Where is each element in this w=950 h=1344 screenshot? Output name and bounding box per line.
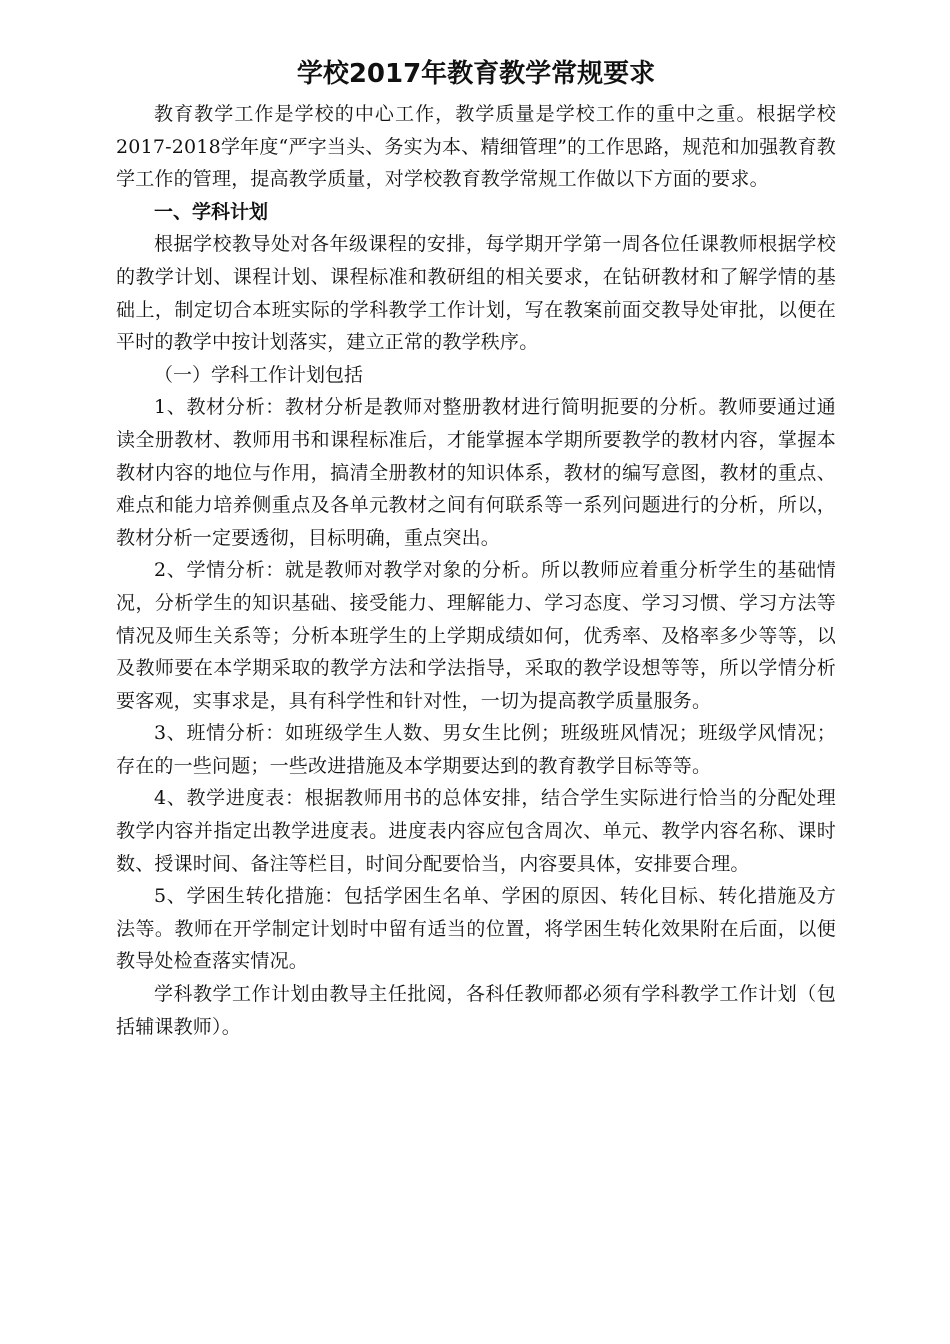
item-class-analysis: 3、班情分析：如班级学生人数、男女生比例；班级班风情况；班级学风情况；存在的一些问题；一些改进措施及本学期要达到的教育教学目标等等。 <box>116 722 836 777</box>
item-textbook-analysis: 1、教材分析：教材分析是教师对整册教材进行简明扼要的分析。教师要通过通读全册教材、教师用书和课程标准后，才能掌握本学期所要教学的教材内容，掌握本教材内容的地位与作用，搞清全册教材的知识体系，教材的编写意图，教材的重点、难点和能力培养侧重点及各单元教材之间有何联系等一系列问题进行的分析，所以，教材分析一定要透彻，目标明确，重点突出。 <box>116 396 836 549</box>
document-title: 学校2017年教育教学常规要求 <box>296 59 656 89</box>
item-struggling-students: 5、学困生转化措施：包括学困生名单、学困的原因、转化目标、转化措施及方法等。教师在开学制定计划时中留有适当的位置，将学困生转化效果附在后面，以便教导处检查落实情况。 <box>116 885 836 973</box>
section-heading-subject-plan: 一、学科计划 <box>154 200 269 223</box>
intro-paragraph: 教育教学工作是学校的中心工作，教学质量是学校工作的重中之重。根据学校2017-2018学年度“严字当头、务实为本、精细管理”的工作思路，规范和加强教育教学工作的管理，提高教学质量，对学校教育教学常规工作做以下方面的要求。 <box>116 103 836 191</box>
item-teaching-schedule: 4、教学进度表：根据教师用书的总体安排，结合学生实际进行恰当的分配处理教学内容并指定出教学进度表。进度表内容应包含周次、单元、教学内容名称、课时数、授课时间、备注等栏目，时间分配要恰当，内容要具体，安排要合理。 <box>116 787 836 875</box>
closing-paragraph: 学科教学工作计划由教导主任批阅，各科任教师都必须有学科教学工作计划（包括辅课教师）。 <box>116 983 836 1038</box>
section-body-paragraph: 根据学校教导处对各年级课程的安排，每学期开学第一周各位任课教师根据学校的教学计划、课程计划、课程标准和教研组的相关要求，在钻研教材和了解学情的基础上，制定切合本班实际的学科教学工作计划，写在教案前面交教导处审批，以便在平时的教学中按计划落实，建立正常的教学秩序。 <box>116 233 836 354</box>
item-student-analysis: 2、学情分析：就是教师对教学对象的分析。所以教师应着重分析学生的基础情况，分析学生的知识基础、接受能力、理解能力、学习态度、学习习惯、学习方法等情况及师生关系等；分析本班学生的上学期成绩如何，优秀率、及格率多少等等，以及教师要在本学期采取的教学方法和学法指导，采取的教学设想等等，所以学情分析要客观，实事求是，具有科学性和针对性，一切为提高教学质量服务。 <box>116 559 836 712</box>
subsection-heading-plan-contents: （一）学科工作计划包括 <box>154 363 364 386</box>
document-page <box>116 52 836 1043</box>
